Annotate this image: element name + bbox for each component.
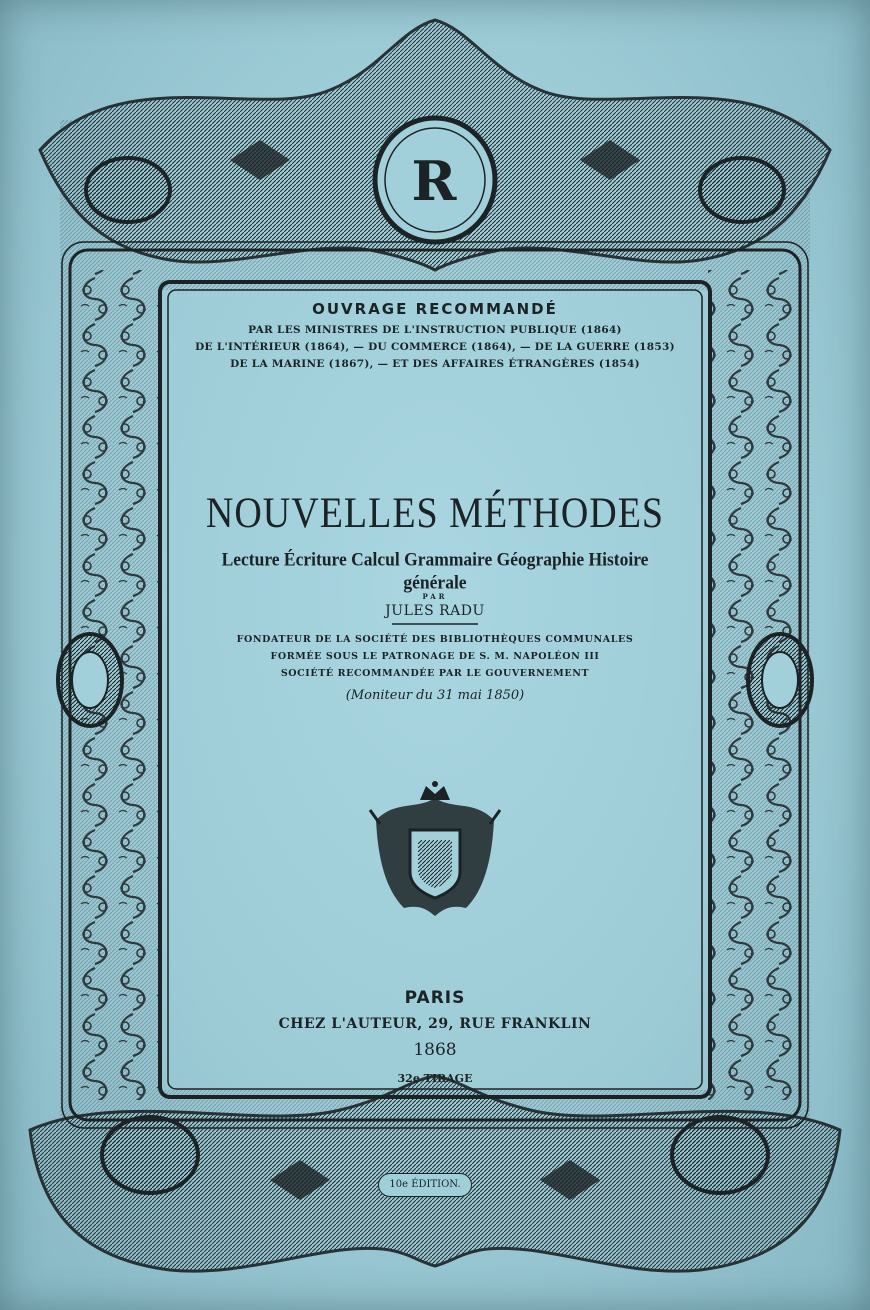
publication-city: PARIS [404,988,466,1008]
by-label: PAR [422,592,448,601]
publisher-address: CHEZ L'AUTEUR, 29, RUE FRANKLIN [278,1016,592,1032]
author-name: JULES RADU [385,603,485,619]
author-credential-line: FORMÉE SOUS LE PATRONAGE DE S. M. NAPOLÉON III [270,651,600,662]
moniteur-reference: (Moniteur du 31 mai 1850) [345,688,525,703]
recommendation-line: DE L'INTÉRIEUR (1864), — DU COMMERCE (1864), — DE LA GUERRE (1853) [195,341,675,353]
recommendation-line: DE LA MARINE (1867), — ET DES AFFAIRES ÉTRANGÈRES (1854) [230,358,640,370]
author-credentials [190,631,680,682]
edition-badge: 10e ÉDITION. [378,1173,472,1197]
author-credential-line: FONDATEUR DE LA SOCIÉTÉ DES BIBLIOTHÈQUES COMMUNALES [236,634,634,645]
printing-number: 32e TIRAGE [397,1072,473,1085]
recommendation-line: PAR LES MINISTRES DE L'INSTRUCTION PUBLIQUE (1864) [248,324,622,336]
recommendation-heading: OUVRAGE RECOMMANDÉ [312,300,558,318]
book-subtitle: Lecture Écriture Calcul Grammaire Géographie Histoire générale [221,548,649,594]
recommendation-block [190,322,680,373]
monogram-letter: R [411,149,457,213]
publication-year: 1868 [413,1040,457,1060]
author-credential-line: SOCIÉTÉ RECOMMANDÉE PAR LE GOUVERNEMENT [280,668,590,679]
imperial-coat-of-arms-icon [366,780,504,920]
author-rule [392,623,478,625]
book-title: NOUVELLES MÉTHODES [205,489,665,538]
